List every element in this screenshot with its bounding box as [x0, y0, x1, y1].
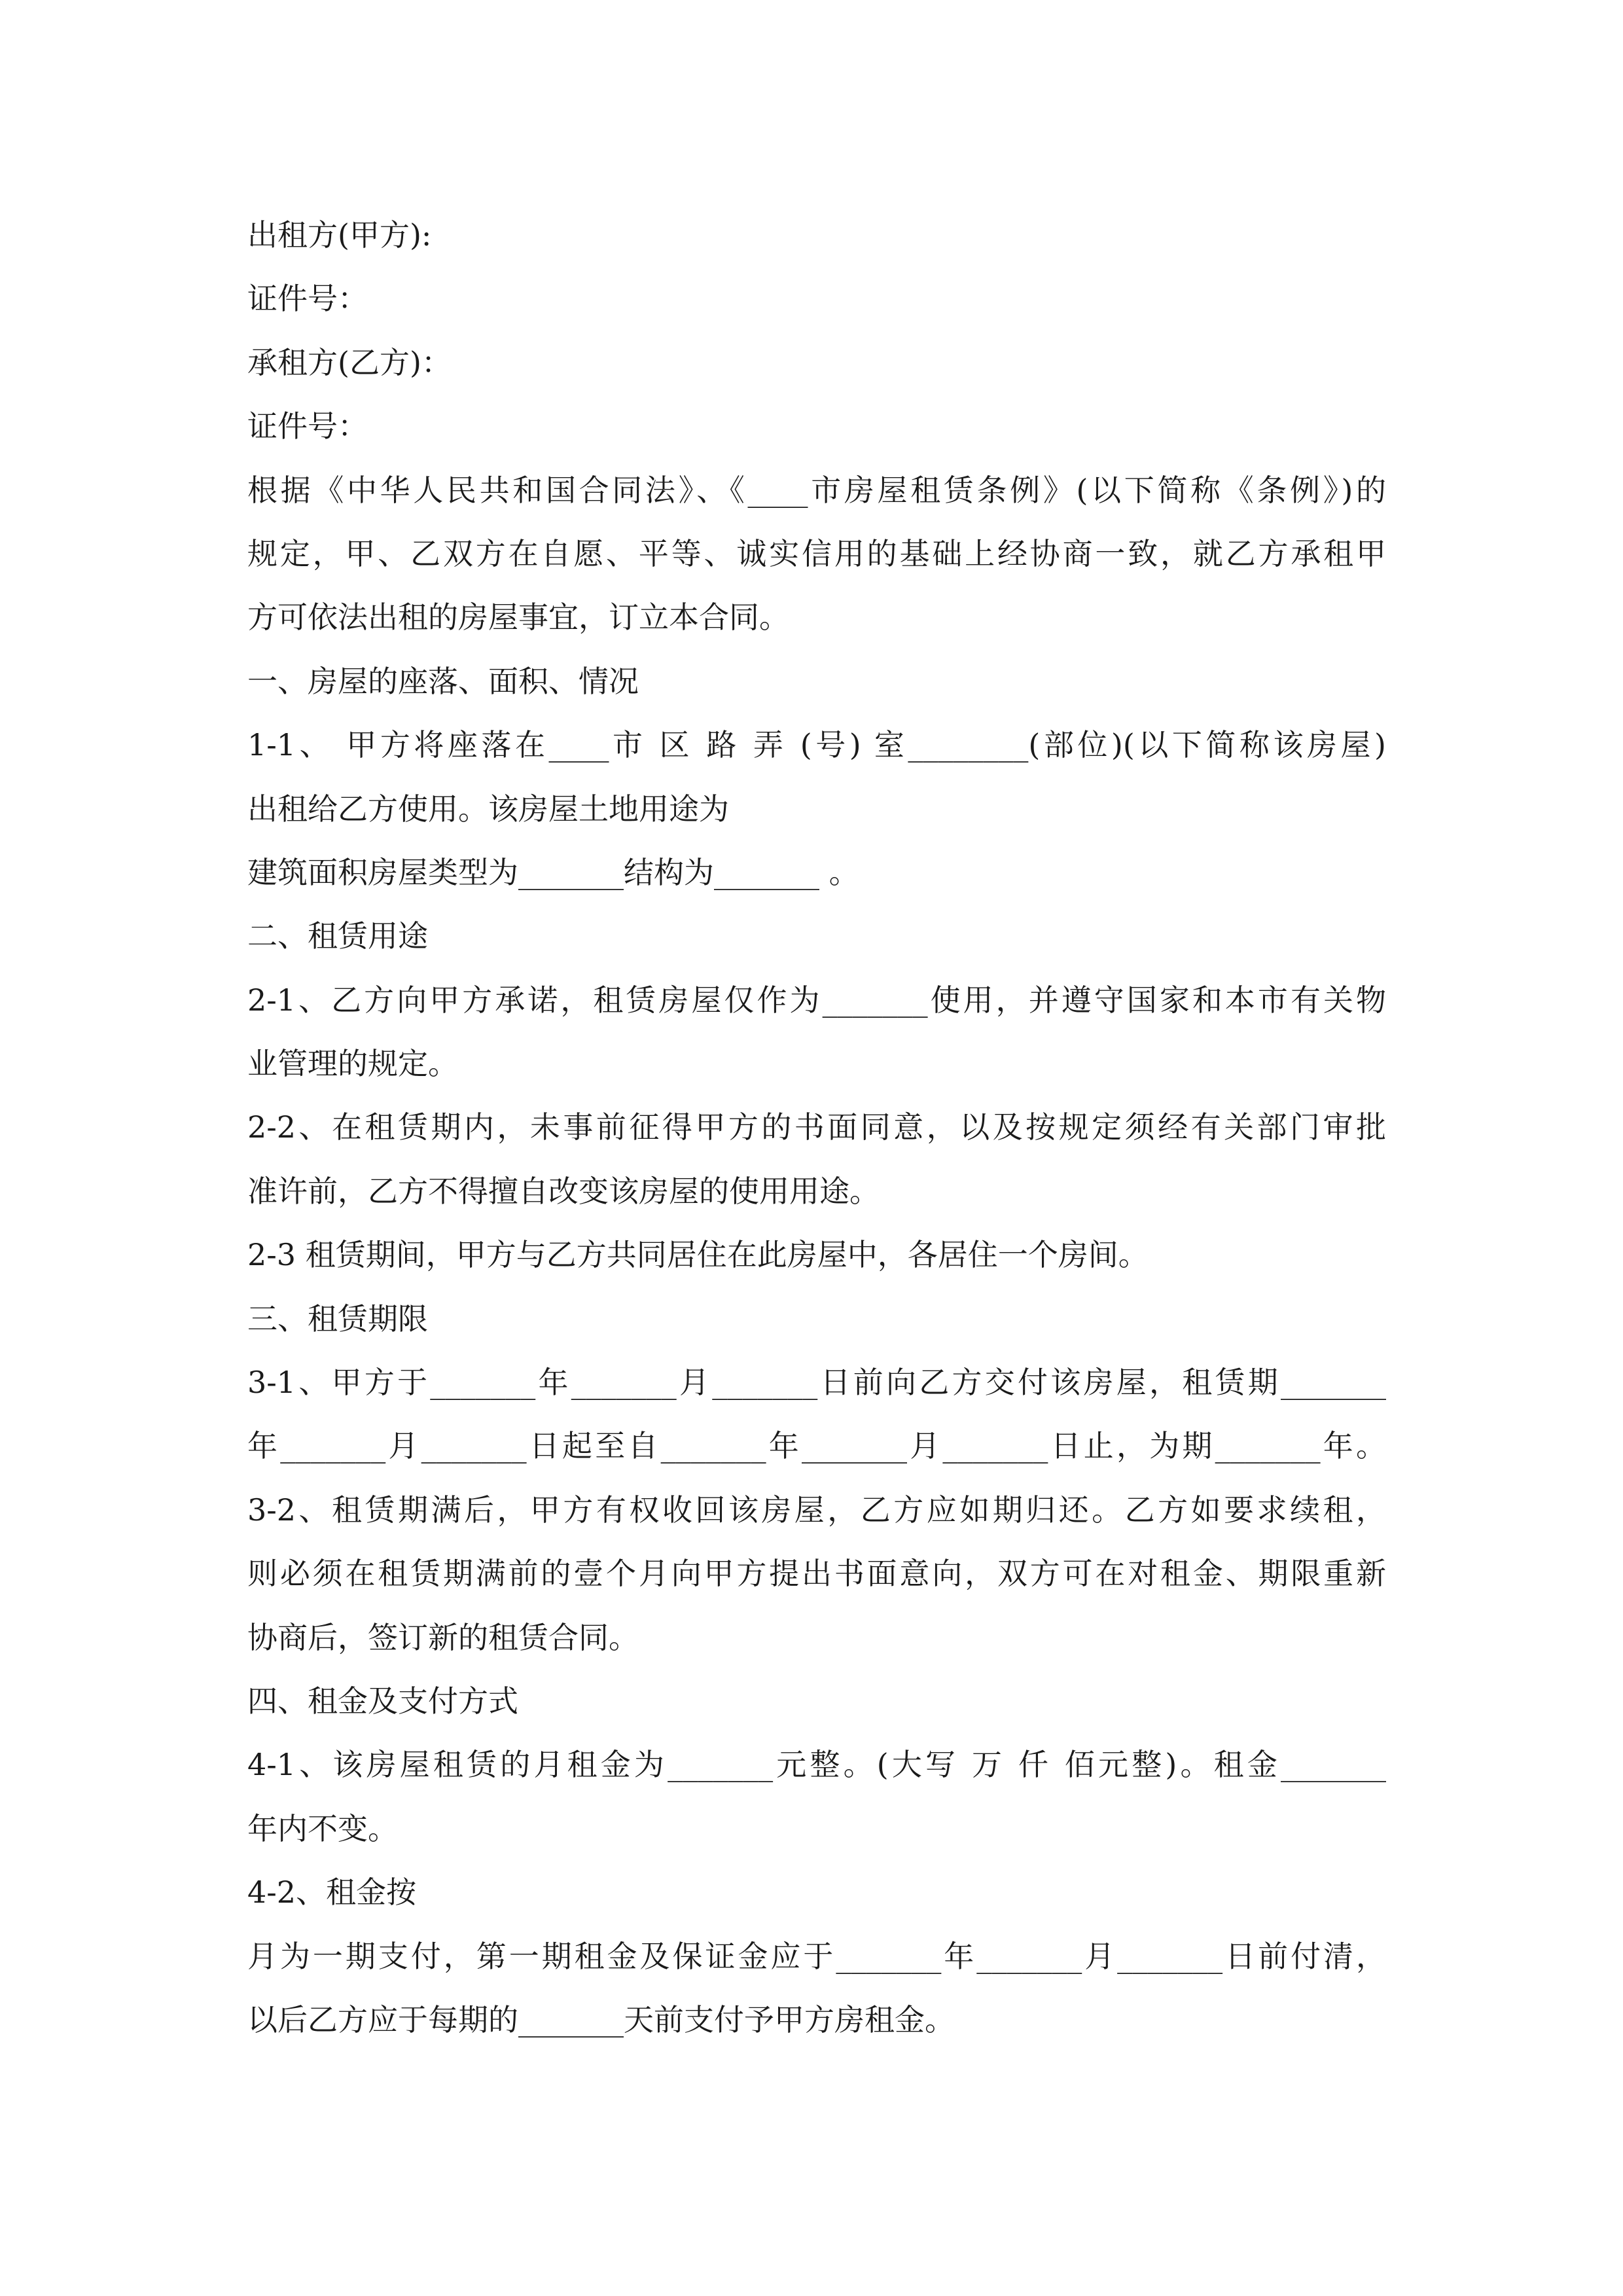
contract-body	[247, 204, 1386, 2052]
clause-line: 年_______月_______日起至自_______年_______月_______日止，为期_______年。	[247, 1428, 1386, 1464]
clause-line: 1-1、 甲方将座落在____市 区 路 弄 (号) 室________(部位)(以下简称该房屋)	[247, 727, 1386, 763]
lessee-line: 承租方(乙方)：	[247, 344, 452, 380]
preamble-line: 根据《中华人民共和国合同法》、《____市房屋租赁条例》(以下简称《条例》)的	[247, 472, 1386, 508]
clause-line: 月为一期支付，第一期租金及保证金应于_______年_______月_______日前付清，	[247, 1938, 1386, 1974]
clause-line: 出租给乙方使用。该房屋土地用途为	[247, 791, 729, 827]
clause-line: 业管理的规定。	[247, 1046, 458, 1082]
clause-line: 则必须在租赁期满前的壹个月向甲方提出书面意向，双方可在对租金、期限重新	[247, 1556, 1386, 1592]
clause-line: 年内不变。	[247, 1810, 398, 1846]
lessee-id-line: 证件号：	[247, 408, 368, 444]
lessor-line: 出租方(甲方):	[247, 217, 432, 253]
preamble-line: 规定，甲、乙双方在自愿、平等、诚实信用的基础上经协商一致，就乙方承租甲	[247, 535, 1386, 571]
clause-line: 2-2、在租赁期内，未事前征得甲方的书面同意，以及按规定须经有关部门审批	[247, 1109, 1386, 1145]
clause-line: 2-3 租赁期间，甲方与乙方共同居住在此房屋中，各居住一个房间。	[247, 1237, 1149, 1273]
clause-line: 3-2、租赁期满后，甲方有权收回该房屋，乙方应如期归还。乙方如要求续租，	[247, 1492, 1386, 1528]
clause-line: 3-1、甲方于_______年_______月_______日前向乙方交付该房屋，租赁期_______	[247, 1365, 1386, 1401]
lessor-id-line: 证件号：	[247, 281, 368, 317]
section-heading: 四、租金及支付方式	[247, 1683, 518, 1719]
clause-line: 以后乙方应于每期的_______天前支付予甲方房租金。	[247, 2001, 955, 2037]
clause-line: 协商后，签订新的租赁合同。	[247, 1619, 639, 1655]
section-heading: 三、租赁期限	[247, 1300, 428, 1336]
clause-line: 4-2、租金按	[247, 1874, 417, 1910]
preamble-line: 方可依法出租的房屋事宜，订立本合同。	[247, 600, 789, 636]
clause-line: 建筑面积房屋类型为_______结构为_______ 。	[247, 854, 859, 890]
clause-line: 4-1、该房屋租赁的月租金为_______元整。(大写 万 仟 佰元整)。租金_______	[247, 1747, 1386, 1783]
section-heading: 一、房屋的座落、面积、情况	[247, 663, 639, 699]
clause-line: 2-1、乙方向甲方承诺，租赁房屋仅作为_______使用，并遵守国家和本市有关物	[247, 982, 1386, 1018]
clause-line: 准许前，乙方不得擅自改变该房屋的使用用途。	[247, 1173, 880, 1209]
section-heading: 二、租赁用途	[247, 918, 428, 954]
